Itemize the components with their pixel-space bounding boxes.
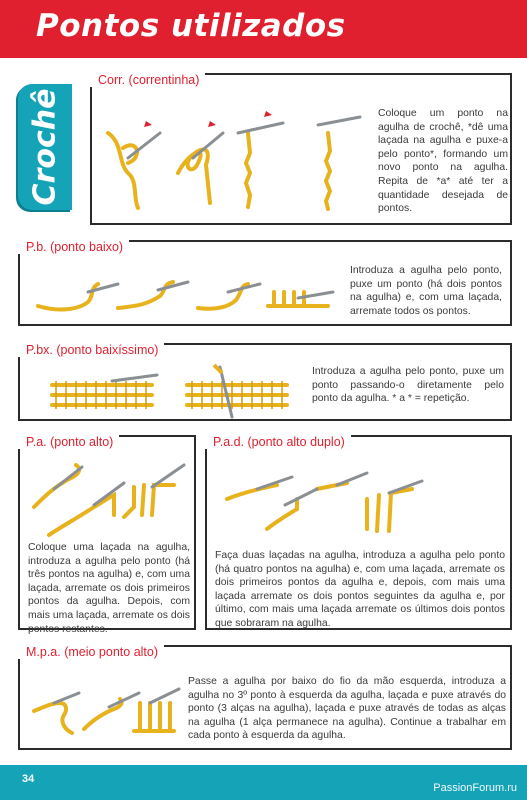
pb-illustration: [28, 264, 338, 324]
pa-title: P.a. (ponto alto): [18, 435, 119, 449]
page-footer: [0, 765, 527, 800]
pb-title: P.b. (ponto baixo): [18, 240, 129, 254]
page-number: 34: [22, 773, 35, 785]
mpa-section: [18, 645, 512, 750]
croche-side-tab: [18, 84, 72, 210]
corr-illustration: [98, 103, 368, 213]
pad-title: P.a.d. (ponto alto duplo): [205, 435, 351, 449]
pbx-section: [18, 343, 512, 421]
corr-title: Corr. (correntinha): [90, 73, 205, 87]
pad-illustration: [217, 459, 427, 549]
pbx-title: P.bx. (ponto baixíssimo): [18, 343, 164, 357]
pad-description: Faça duas laçadas na agulha, introduza a agulha pelo ponto (há quatro pontos na agulha) e, com uma laçada, arremate os dois primeiros pontos da agulha e, depois, com mais uma laçada arremate os dois pontos seguintes da agulha e, por último, com mais uma laçada arremate os últimos dois pontos que sobraram na agulha.: [215, 550, 505, 629]
mpa-title: M.p.a. (meio ponto alto): [18, 645, 164, 659]
pa-description: Coloque uma laçada na agulha, introduza a agulha pelo ponto (há três pontos na agulha) e, com uma laçada, arremate os dois primeiros pontos da agulha. Depois, com mais uma laçada, arremate os dois pontos restantes.: [28, 542, 190, 635]
page-title: Pontos utilizados: [36, 8, 346, 44]
pb-section: [18, 240, 512, 326]
corr-description: Coloque um ponto na agulha de crochê, *dê uma laçada na agulha e puxe-a pelo ponto*, formando um novo ponto na agulha. Repita de *a* até ter a quantidade desejada de pontos.: [378, 108, 508, 215]
pbx-description: Introduza a agulha pelo ponto, puxe um ponto passando-o diretamente pelo ponto da agulha. * a * = repetição.: [312, 366, 504, 405]
watermark: PassionForum.ru: [433, 782, 517, 794]
pa-illustration: [24, 457, 194, 547]
mpa-description: Passe a agulha por baixo do fio da mão esquerda, introduza a agulha no 3º ponto à esquerda da agulha, laçada e puxe através do ponto (3 alças na agulha), laçada e puxe através de todas as alças na agulha (1 alça permanece na agulha). Continue a trabalhar em cada ponto à esquerda da agulha.: [188, 676, 506, 742]
mpa-illustration: [24, 673, 184, 743]
pad-section: [205, 435, 512, 630]
corr-section: [90, 73, 512, 225]
side-tab-label: Crochê: [27, 88, 63, 206]
pb-description: Introduza a agulha pelo ponto, puxe um ponto (há dois pontos na agulha) e, com uma laçada, arremate todos os pontos.: [350, 265, 502, 317]
pa-section: [18, 435, 196, 635]
pbx-illustration: [42, 361, 312, 419]
page-header: [0, 0, 527, 58]
